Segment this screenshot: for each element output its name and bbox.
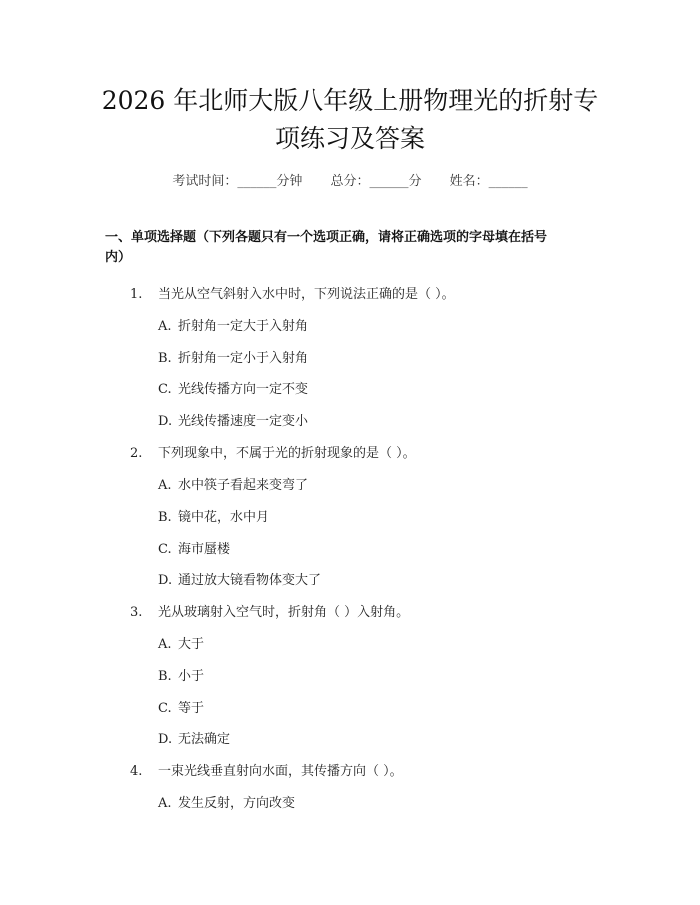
option-1d <box>158 410 308 429</box>
option-3d <box>158 728 230 747</box>
question-number: 2. <box>130 446 143 461</box>
option-text: 光线传播方向一定不变 <box>178 382 309 397</box>
option-text: 镜中花，水中月 <box>178 510 270 525</box>
total-score: 总分：______分 <box>330 174 422 189</box>
option-letter: A. <box>158 319 172 334</box>
option-letter: B. <box>158 351 172 366</box>
title-line-1: 2026 年北师大版八年级上册物理光的折射专 <box>101 86 599 115</box>
question-number: 4. <box>130 764 143 779</box>
option-text: 折射角一定小于入射角 <box>178 351 309 366</box>
option-text: 光线传播速度一定变小 <box>178 414 309 429</box>
title-line-2: 项练习及答案 <box>274 124 425 153</box>
exam-time: 考试时间：______分钟 <box>172 174 303 189</box>
question-1 <box>130 283 455 302</box>
section-heading-line-1: 一、单项选择题（下列各题只有一个选项正确，请将正确选项的字母填在括号 <box>105 230 548 245</box>
option-3b <box>158 665 204 684</box>
question-number: 1. <box>130 287 143 302</box>
option-4a <box>158 792 295 811</box>
option-text: 等于 <box>178 701 205 716</box>
option-text: 小于 <box>178 669 205 684</box>
option-letter: D. <box>158 732 173 747</box>
page-title <box>80 82 620 158</box>
question-text: 当光从空气斜射入水中时，下列说法正确的是（ ）。 <box>158 287 455 302</box>
question-text: 光从玻璃射入空气时，折射角（ ）入射角。 <box>158 605 410 620</box>
option-2c <box>158 538 230 557</box>
option-letter: B. <box>158 510 172 525</box>
exam-info <box>0 170 700 189</box>
question-text: 下列现象中，不属于光的折射现象的是（ ）。 <box>158 446 416 461</box>
option-text: 水中筷子看起来变弯了 <box>178 478 309 493</box>
option-text: 海市蜃楼 <box>178 542 231 557</box>
question-number: 3. <box>130 605 143 620</box>
option-2d <box>158 569 321 588</box>
option-letter: C. <box>158 701 172 716</box>
question-text: 一束光线垂直射向水面，其传播方向（ ）。 <box>158 764 403 779</box>
option-letter: C. <box>158 382 172 397</box>
option-1c <box>158 378 308 397</box>
option-text: 折射角一定大于入射角 <box>178 319 309 334</box>
question-2 <box>130 442 416 461</box>
option-2a <box>158 474 308 493</box>
option-text: 大于 <box>178 637 205 652</box>
option-text: 通过放大镜看物体变大了 <box>178 573 322 588</box>
option-text: 发生反射，方向改变 <box>178 796 296 811</box>
option-3c <box>158 697 204 716</box>
option-letter: A. <box>158 478 172 493</box>
option-letter: D. <box>158 573 173 588</box>
option-1a <box>158 315 308 334</box>
option-letter: C. <box>158 542 172 557</box>
option-letter: A. <box>158 637 172 652</box>
option-1b <box>158 347 308 366</box>
section-heading-line-2: 内） <box>105 250 132 265</box>
option-letter: A. <box>158 796 172 811</box>
section-heading <box>105 228 605 268</box>
option-letter: B. <box>158 669 172 684</box>
option-2b <box>158 506 269 525</box>
question-4 <box>130 760 403 779</box>
question-3 <box>130 601 409 620</box>
option-text: 无法确定 <box>178 732 231 747</box>
option-3a <box>158 633 204 652</box>
option-letter: D. <box>158 414 173 429</box>
student-name: 姓名：______ <box>449 174 528 189</box>
